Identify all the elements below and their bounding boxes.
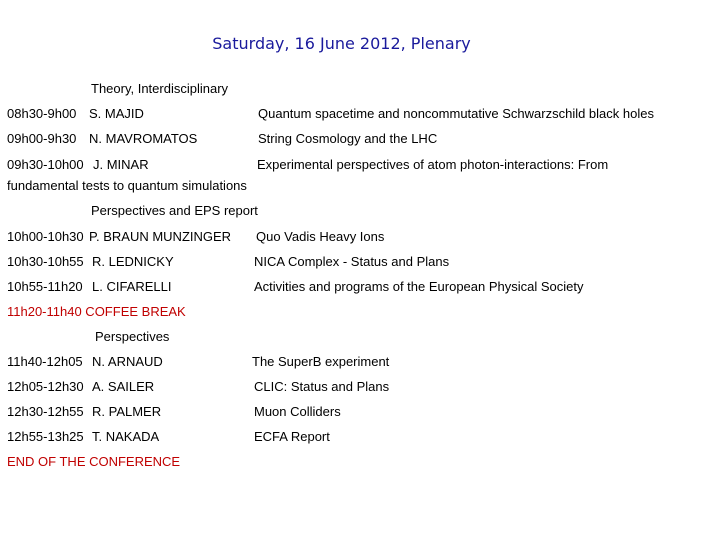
talk-title: Quo Vadis Heavy Ions [256,229,385,244]
talk-title: ECFA Report [254,429,330,444]
talk-time: 12h05-12h30 [7,379,84,394]
talk-speaker: A. SAILER [92,379,155,394]
talk-title: Quantum spacetime and noncommutative Schwarzschild black holes [258,106,654,121]
talk-speaker: J. MINAR [93,157,149,172]
talk-time: 10h00-10h30 [7,229,84,244]
talk-title: The SuperB experiment [252,354,390,369]
talk-time: 09h30-10h00 [7,157,84,172]
talk-speaker: R. PALMER [92,404,162,419]
talk-time: 10h30-10h55 [7,254,84,269]
talk-title: NICA Complex - Status and Plans [254,254,450,269]
talk-time: 11h40-12h05 [7,354,83,369]
talk-time: 10h55-11h20 [7,279,83,294]
talk-title: Experimental perspectives of atom photon-interactions: From [257,157,609,172]
talk-time: 12h55-13h25 [7,429,84,444]
session-heading: Perspectives [95,329,170,344]
talk-title-continued: fundamental tests to quantum simulations [7,178,247,193]
end-of-conference: END OF THE CONFERENCE [7,454,181,469]
talk-time: 08h30-9h00 [7,106,77,121]
talk-speaker: N. ARNAUD [92,354,163,369]
talk-title: String Cosmology and the LHC [258,131,438,146]
session-heading: Perspectives and EPS report [91,203,258,218]
talk-speaker: N. MAVROMATOS [89,131,198,146]
talk-title: CLIC: Status and Plans [254,379,390,394]
talk-time: 12h30-12h55 [7,404,84,419]
talk-title: Activities and programs of the European Physical Society [254,279,584,294]
talk-title: Muon Colliders [254,404,341,419]
talk-speaker: P. BRAUN MUNZINGER [89,229,232,244]
talk-speaker: R. LEDNICKY [92,254,174,269]
talk-speaker: L. CIFARELLI [92,279,172,294]
talk-speaker: S. MAJID [89,106,144,121]
session-heading: Theory, Interdisciplinary [91,81,229,96]
talk-speaker: T. NAKADA [92,429,160,444]
talk-time: 09h00-9h30 [7,131,77,146]
page-title: Saturday, 16 June 2012, Plenary [212,34,471,53]
coffee-break: 11h20-11h40 COFFEE BREAK [7,304,186,319]
